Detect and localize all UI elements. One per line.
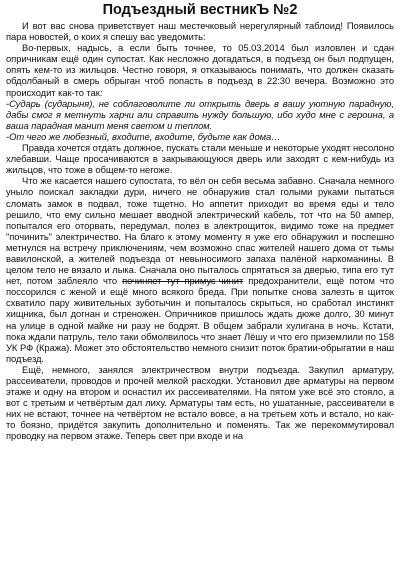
paragraph-enemy: [6, 175, 394, 364]
paragraph-first: Во-первых, надысь, а если быть точнее, то 05.03.2014 был изловлен и сдан опричникам ещё один супостат. Как несложно догадаться, в подъезд он был подпущен, опять кем-то из жильцов. Честно говоря, я отказываюсь понимать, что должен сказать обдолбаный в смерь обрыган чтоб попасть в подъезд в 22:30 вечера. Возможно это происходит как-то так:: [6, 42, 394, 98]
paragraph-electric: Ещё, немного, занялся электричеством внутри подъезда. Закупил арматуру, рассеиватели, проводов и прочей мелкой расходки. Установил две арматуры на первом этаже и одну на втором и оснастил их рассеивателями. На пятом уже всё это стояло, а вот с третьим и четвёртым дал лиху. Арматуры там есть, но ушатанные, рассеиватели в них не встают, точнее на четвёртом не встало вовсе, а на третьем хоть и встало, но как-то боязно, придётся закупить дополнительно и поменять. Так же перекоммутировал проводку на первом этаже. Теперь свет при входе и на: [6, 363, 394, 442]
newsletter-title: Подъездный вестникЪ №2: [102, 2, 298, 18]
paragraph-truth: Правда хочется отдать должное, пускать стали меньше и некоторые уходят несолоно хлебавши. Чаще просачиваются в закрывающуюся дверь или заходят с кем-нибудь из жильцов, что тоже в общем-то негоже.: [6, 142, 394, 176]
strikethrough-text-2: чинит: [218, 275, 244, 287]
paragraph-quote-2: -От чего же любезный, входите, входите, будьте как дома…: [6, 130, 281, 142]
enemy-text-dash: -: [215, 275, 219, 287]
enemy-text-before: Что же касается нашего супостата, то вёл он себя весьма забавно. Сначала немного уныло поискал закладки дури, ничего не обнаружив стал голыми руками пытаться сломать замок в подвал, тоже тщетно. Но аппетит приходит во время еды и тело решило, что ему сильно мешает вводной электрический кабель, тот что на 50 ампер, попытался его оторвать, передумал, полез в электрощиток, видимо тоже на предмет "починить" электричество. На благо к этому моменту я уже его обнаружил и поспешно метнулся на встречу приключениям, чем возможно спас жителей нашего дома от тьмы вавилонской, а жителей подъезда от невыносимого запаха палёной наркоманины. В целом тело не вязало и лыка. Сначала оно пыталось спрятаться за дверью, типа его тут нет, потом заблеяло что: [6, 175, 394, 287]
strikethrough-text-1: починяет тут примус: [122, 275, 216, 287]
paragraph-quote-1: -Сударь (сударыня), не соблаговолите ли открыть дверь в вашу уютную парадную, дабы смог я метнуть харчи али справить нужду большую, ибо худо мне с героина, а ваша парадная манит меня светом и теплом.: [6, 97, 394, 131]
enemy-text-after: предохранители, ещё потом что поссорился с женой и ещё много всякого бреда. При попытке снова залезть в щиток схватило пару живительных зуботычин и попыталось скрыться, но сработал инстинкт хищника, был догнан и стреножен. Опричников пришлось ждать дюже долго, 30 минут на улице в одной майке ни разу не бодрят. В общем забрали хулигана в ночь. Кстати, пока ждали патруль, тело таки обмолвилось что знает Лёшу и что его приземлили по 158 УК РФ (Кража). Может это обстоятельство немного снизит поток братии-обрыгатии в наш подъезд.: [6, 275, 394, 364]
paragraph-intro: И вот вас снова приветствует наш местечковый нерегулярный таблоид! Появилось пара новостей, о коих я спешу вас уведомить:: [6, 20, 394, 43]
